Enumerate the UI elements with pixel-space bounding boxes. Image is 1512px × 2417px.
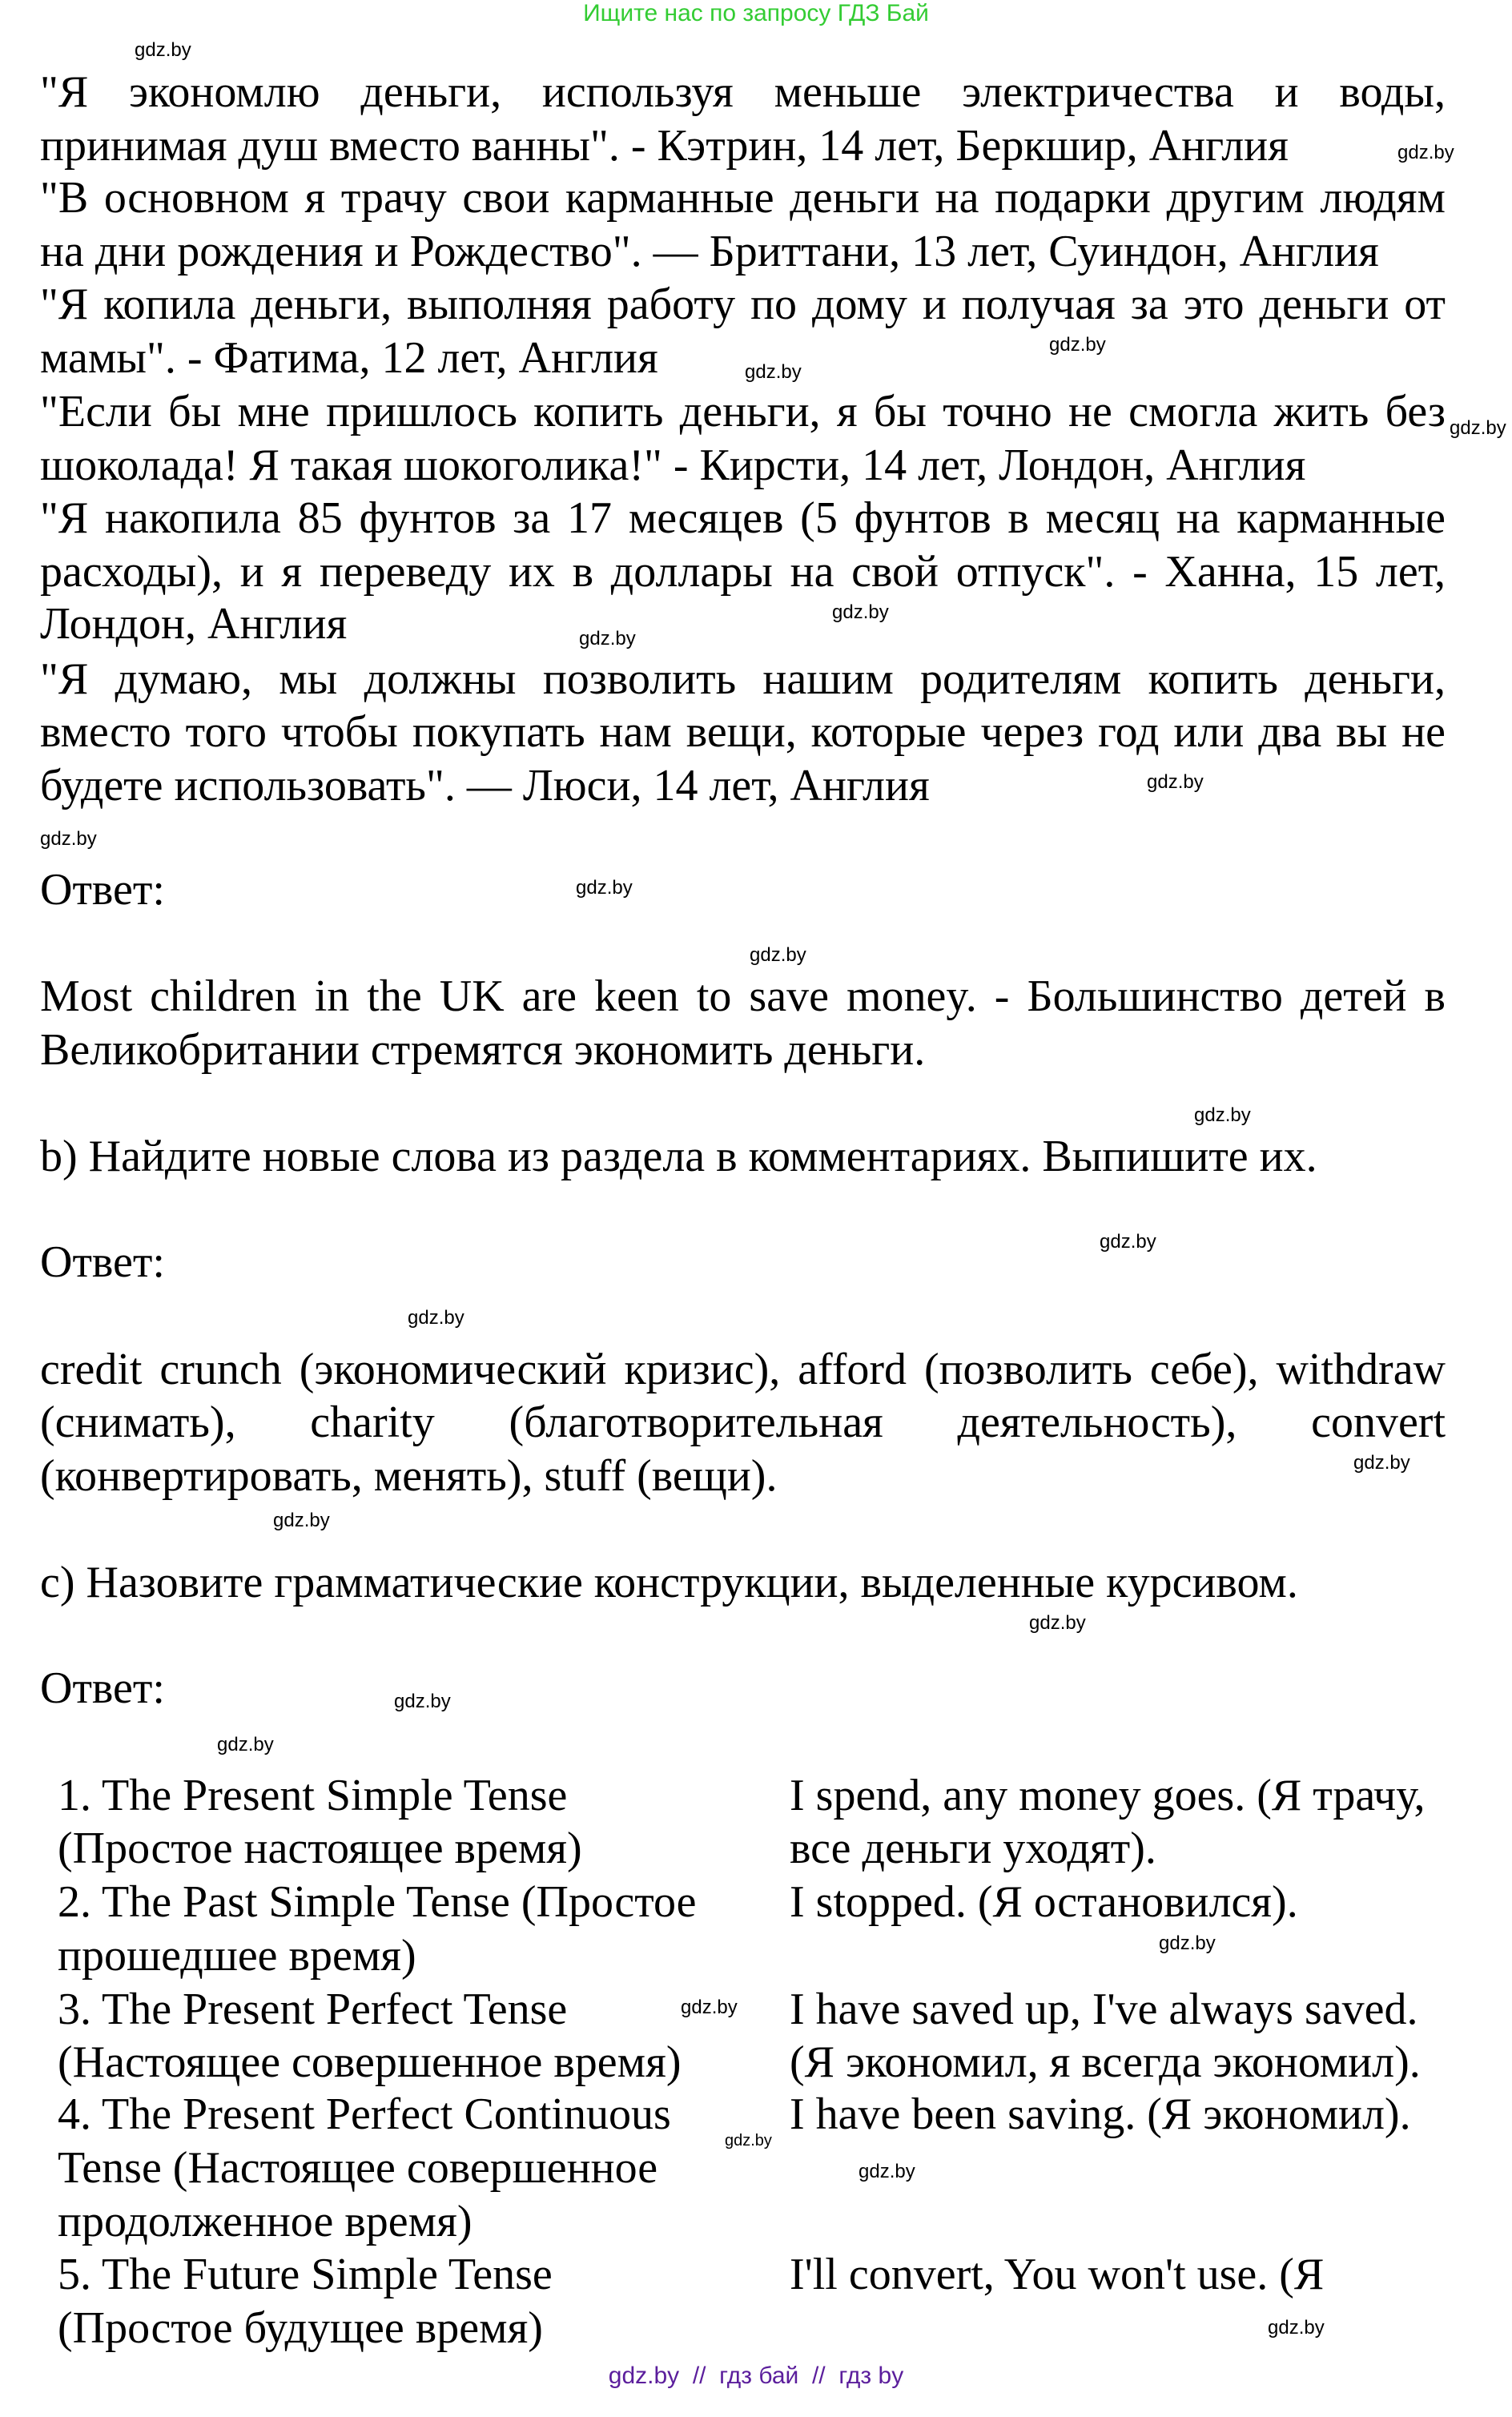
- watermark: gdz.by: [579, 628, 636, 649]
- quote-4-line-1: "Если бы мне пришлось копить деньги, я бы точно не смогла жить без: [40, 387, 1446, 436]
- watermark: gdz.by: [1268, 2317, 1325, 2339]
- quote-3-line-2: мамы". - Фатима, 12 лет, Англия: [40, 333, 658, 383]
- quote-3-line-1: "Я копила деньги, выполняя работу по дому и получая за это деньги от: [40, 280, 1446, 329]
- example-3-line-1: I have saved up, I've always saved.: [790, 1985, 1418, 2034]
- tense-3-line-1: 3. The Present Perfect Tense: [58, 1985, 568, 2034]
- watermark: gdz.by: [1194, 1104, 1251, 1126]
- quote-5-line-1: "Я накопила 85 фунтов за 17 месяцев (5 фунтов в месяц на карманные: [40, 493, 1446, 543]
- example-3-line-2: (Я экономил, я всегда экономил).: [790, 2037, 1421, 2087]
- tense-1-line-2: (Простое настоящее время): [58, 1824, 582, 1873]
- watermark: gdz.by: [40, 828, 97, 850]
- answer-b-line-2: (снимать), charity (благотворительная деятельность), convert: [40, 1398, 1446, 1447]
- answer-label: Ответ:: [40, 865, 165, 915]
- watermark: gdz.by: [681, 1997, 738, 2018]
- tense-4-line-2: Tense (Настоящее совершенное: [58, 2143, 658, 2193]
- answer-label: Ответ:: [40, 1237, 165, 1287]
- header-banner[interactable]: Ищите нас по запросу ГДЗ Бай: [583, 0, 929, 26]
- watermark: gdz.by: [1147, 771, 1204, 793]
- example-1-line-1: I spend, any money goes. (Я трачу,: [790, 1771, 1426, 1820]
- quote-2-line-2: на дни рождения и Рождество". — Бриттани, 13 лет, Суиндон, Англия: [40, 227, 1379, 276]
- watermark: gdz.by: [1397, 142, 1454, 163]
- tense-2-line-1: 2. The Past Simple Tense (Простое: [58, 1877, 697, 1927]
- example-4-line-1: I have been saving. (Я экономил).: [790, 2089, 1411, 2139]
- quote-6-line-3: будете использовать". — Люси, 14 лет, Англия: [40, 761, 930, 810]
- watermark: gdz.by: [725, 2132, 772, 2150]
- watermark: gdz.by: [408, 1307, 464, 1329]
- watermark: gdz.by: [576, 877, 633, 899]
- task-c: c) Назовите грамматические конструкции, выделенные курсивом.: [40, 1558, 1298, 1607]
- watermark: gdz.by: [1100, 1231, 1156, 1253]
- watermark: gdz.by: [1450, 417, 1506, 439]
- quote-5-line-3: Лондон, Англия: [40, 599, 348, 649]
- watermark: gdz.by: [394, 1691, 451, 1712]
- answer-a-line-2: Великобритании стремятся экономить деньги.: [40, 1025, 926, 1075]
- watermark: gdz.by: [745, 361, 802, 383]
- footer-links[interactable]: gdz.by // гдз бай // гдз by: [608, 2363, 904, 2389]
- watermark: gdz.by: [750, 944, 806, 966]
- answer-a-line-1: Most children in the UK are keen to save money. - Большинство детей в: [40, 971, 1446, 1021]
- watermark: gdz.by: [1353, 1452, 1410, 1474]
- answer-b-line-1: credit crunch (экономический кризис), afford (позволить себе), withdraw: [40, 1345, 1446, 1394]
- quote-6-line-1: "Я думаю, мы должны позволить нашим родителям копить деньги,: [40, 654, 1446, 704]
- tense-4-line-1: 4. The Present Perfect Continuous: [58, 2089, 671, 2139]
- tense-3-line-2: (Настоящее совершенное время): [58, 2037, 682, 2087]
- tense-2-line-2: прошедшее время): [58, 1931, 416, 1981]
- watermark: gdz.by: [1029, 1612, 1086, 1634]
- tense-1-line-1: 1. The Present Simple Tense: [58, 1771, 568, 1820]
- quote-6-line-2: вместо того чтобы покупать нам вещи, которые через год или два вы не: [40, 707, 1446, 757]
- tense-4-line-3: продолженное время): [58, 2197, 472, 2246]
- watermark: gdz.by: [832, 601, 889, 623]
- watermark: gdz.by: [1159, 1932, 1216, 1954]
- quote-5-line-2: расходы), и я переведу их в доллары на свой отпуск". - Ханна, 15 лет,: [40, 547, 1446, 597]
- answer-b-line-3: (конвертировать, менять), stuff (вещи).: [40, 1451, 778, 1501]
- quote-2-line-1: "В основном я трачу свои карманные деньги на подарки другим людям: [40, 173, 1446, 223]
- watermark: gdz.by: [217, 1734, 274, 1755]
- answer-label: Ответ:: [40, 1663, 165, 1713]
- watermark: gdz.by: [1049, 334, 1106, 356]
- example-1-line-2: все деньги уходят).: [790, 1824, 1156, 1873]
- quote-1-line-1: "Я экономлю деньги, используя меньше электричества и воды,: [40, 67, 1446, 117]
- task-b: b) Найдите новые слова из раздела в комментариях. Выпишите их.: [40, 1132, 1317, 1181]
- quote-4-line-2: шоколада! Я такая шокоголика!" - Кирсти, 14 лет, Лондон, Англия: [40, 440, 1306, 490]
- example-2-line-1: I stopped. (Я остановился).: [790, 1877, 1298, 1927]
- example-5-line-1: I'll convert, You won't use. (Я: [790, 2250, 1325, 2299]
- watermark: gdz.by: [859, 2161, 915, 2182]
- tense-5-line-2: (Простое будущее время): [58, 2303, 543, 2353]
- watermark: gdz.by: [273, 1510, 330, 1531]
- quote-1-line-2: принимая душ вместо ванны". - Кэтрин, 14 лет, Беркшир, Англия: [40, 121, 1289, 171]
- watermark: gdz.by: [135, 39, 191, 61]
- tense-5-line-1: 5. The Future Simple Tense: [58, 2250, 553, 2299]
